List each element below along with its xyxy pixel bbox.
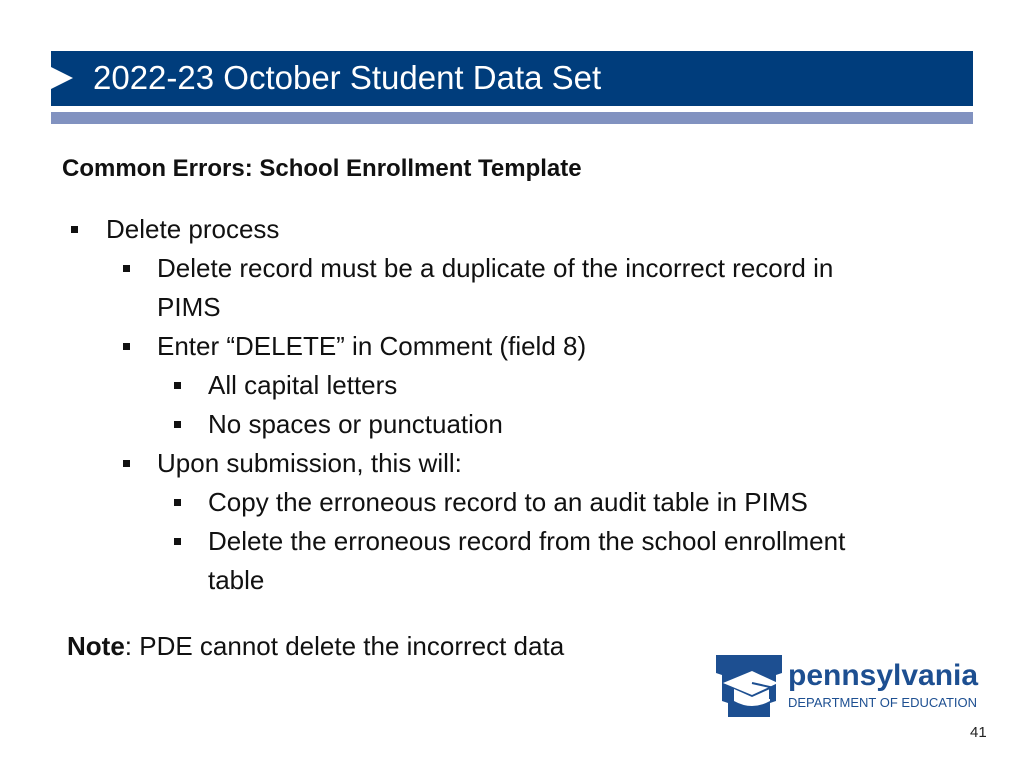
title-arrow-icon xyxy=(51,67,73,89)
bullet-item: Copy the erroneous record to an audit table in PIMS xyxy=(208,487,808,517)
bullet-square-icon xyxy=(174,421,181,428)
title-bar xyxy=(51,51,973,106)
bullet-item: All capital letters xyxy=(208,370,398,400)
bullet-item: No spaces or punctuation xyxy=(208,409,503,439)
accent-bar xyxy=(51,112,973,124)
bullet-square-icon xyxy=(123,460,130,467)
page-number: 41 xyxy=(970,724,987,741)
bullet-item: Delete process xyxy=(106,214,280,244)
bullet-square-icon xyxy=(174,382,181,389)
note-label: Note xyxy=(67,631,125,661)
note xyxy=(67,630,564,662)
bullet-item: Delete record must be a duplicate of the incorrect record in xyxy=(157,253,834,283)
section-heading: Common Errors: School Enrollment Template xyxy=(62,155,582,182)
logo-wordmark: pennsylvania xyxy=(788,659,979,692)
bullet-item: Delete the erroneous record from the school enrollment xyxy=(208,526,846,556)
bullet-square-icon xyxy=(123,343,130,350)
logo-department: DEPARTMENT OF EDUCATION xyxy=(788,695,977,710)
bullet-item-continuation: PIMS xyxy=(157,292,221,322)
bullet-item-continuation: table xyxy=(208,565,265,595)
bullet-square-icon xyxy=(123,265,130,272)
bullet-square-icon xyxy=(174,499,181,506)
bullet-item: Enter “DELETE” in Comment (field 8) xyxy=(157,331,587,361)
bullet-item: Upon submission, this will: xyxy=(157,448,462,478)
keystone-icon xyxy=(714,653,784,719)
bullet-square-icon xyxy=(174,538,181,545)
pde-logo xyxy=(714,653,978,719)
note-text: : PDE cannot delete the incorrect data xyxy=(124,631,565,661)
bullet-square-icon xyxy=(71,226,78,233)
slide-title: 2022-23 October Student Data Set xyxy=(93,59,602,96)
